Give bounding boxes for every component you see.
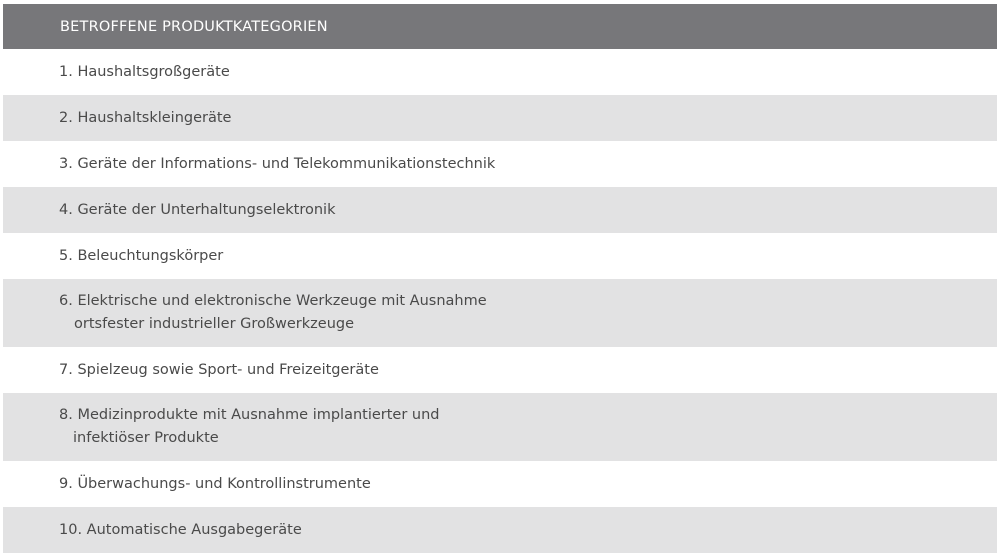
table-row bbox=[3, 95, 997, 141]
table-row bbox=[3, 49, 997, 95]
table-header bbox=[3, 4, 997, 49]
row-text: 5. Beleuchtungskörper bbox=[59, 247, 224, 264]
row-text: 2. Haushaltskleingeräte bbox=[59, 109, 232, 126]
row-text: 4. Geräte der Unterhaltungselektronik bbox=[59, 201, 336, 218]
table-row bbox=[3, 233, 997, 279]
row-text: 9. Überwachungs- und Kontrollinstrumente bbox=[59, 475, 371, 492]
row-text-continuation: infektiöser Produkte bbox=[73, 430, 219, 446]
table-row bbox=[3, 279, 997, 347]
table-row bbox=[3, 393, 997, 461]
table-header-label: BETROFFENE PRODUKTKATEGORIEN bbox=[60, 18, 328, 35]
product-categories-table bbox=[3, 4, 997, 553]
table-row bbox=[3, 347, 997, 393]
row-text: 10. Automatische Ausgabegeräte bbox=[59, 521, 302, 538]
row-text: 6. Elektrische und elektronische Werkzeuge mit Ausnahme bbox=[59, 293, 487, 309]
row-text-continuation: ortsfester industrieller Großwerkzeuge bbox=[74, 316, 355, 332]
row-text: 1. Haushaltsgroßgeräte bbox=[59, 63, 230, 80]
row-text: 7. Spielzeug sowie Sport- und Freizeitgeräte bbox=[59, 361, 379, 378]
table-row bbox=[3, 141, 997, 187]
row-text: 3. Geräte der Informations- und Telekommunikationstechnik bbox=[59, 155, 496, 172]
row-text: 8. Medizinprodukte mit Ausnahme implantierter und bbox=[59, 407, 440, 423]
table-row bbox=[3, 461, 997, 507]
table-row bbox=[3, 507, 997, 553]
table-row bbox=[3, 187, 997, 233]
